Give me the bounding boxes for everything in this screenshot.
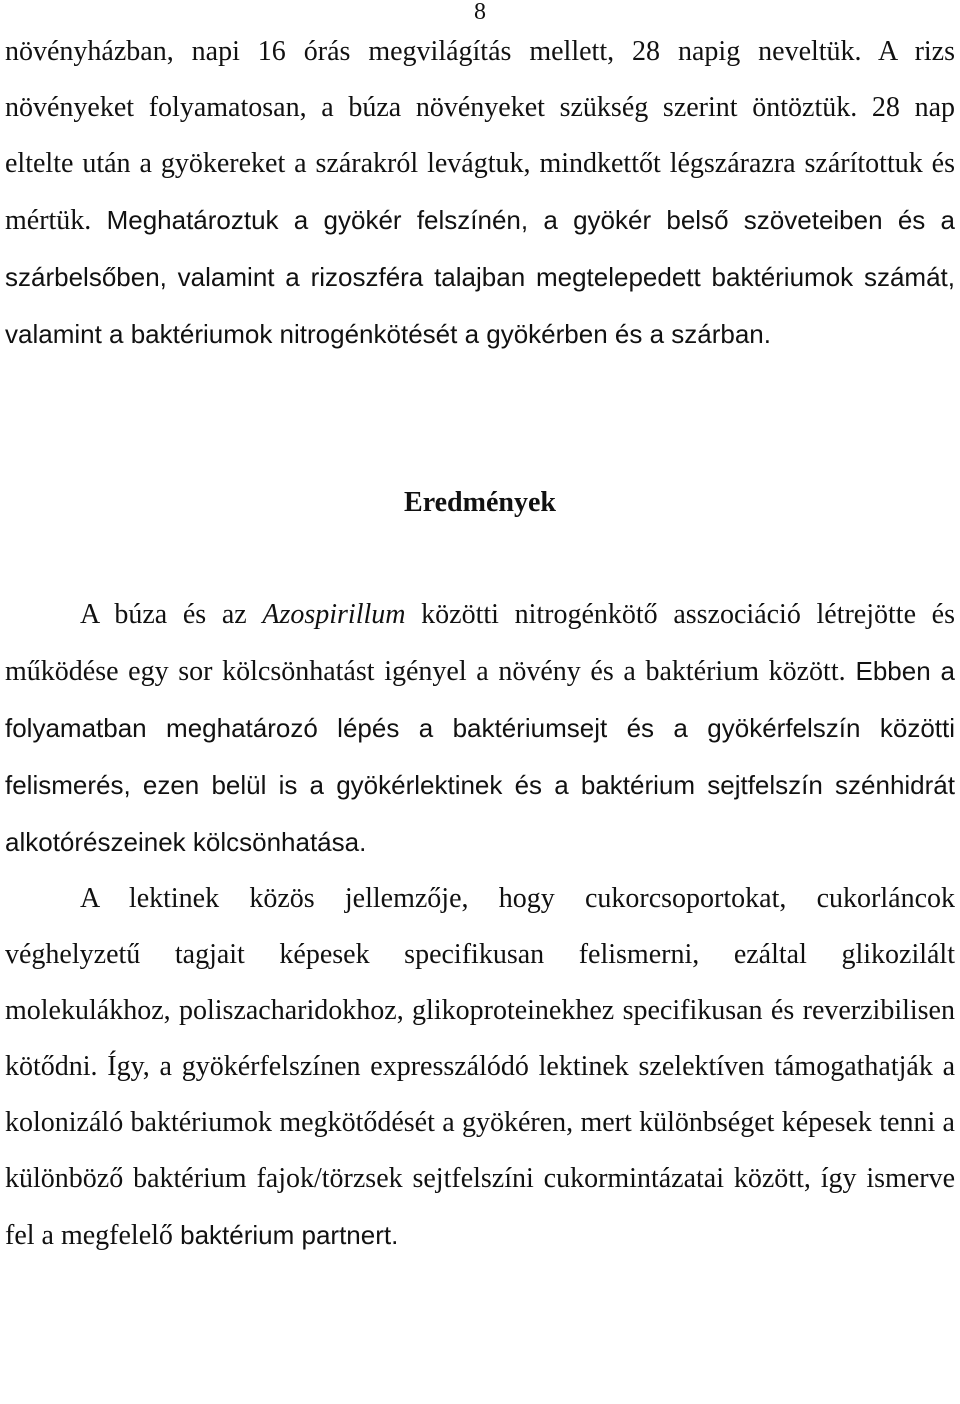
results-p1-sans: Ebben a folyamatban meghatározó lépés a baktériumsejt és a gyökérfelszín közötti felismerés, ezen belül is a gyökérlektinek és a baktérium sejtfelszín szénhidrát alkotórészeinek kölcsönhatása. — [5, 656, 955, 857]
results-paragraph-2 — [5, 871, 955, 1264]
methods-text-sans: Meghatároztuk a gyökér felszínén, a gyökér belső szöveteiben és a szárbelsőben, valamint a rizoszféra talajban megtelepedett baktériumok számát, valamint a baktériumok nitrogénkötését a gyökérben és a szárban. — [5, 205, 955, 349]
results-paragraph-1 — [5, 587, 955, 871]
heading-spacer — [5, 531, 955, 587]
results-p2-sans: baktérium partnert. — [172, 1220, 399, 1250]
page-content — [5, 24, 955, 1264]
methods-text-serif: növényházban, napi 16 órás megvilágítás mellett, 28 napig neveltük. A rizs növényeket folyamatosan, a búza növényeket szükség szerint öntöztük. 28 nap eltelte után a gyökereket a szárakról levágtuk, mindkettőt légszárazra szárítottuk és mértük. — [5, 36, 955, 236]
section-heading-results: Eredmények — [404, 487, 556, 518]
section-spacer — [5, 363, 955, 475]
results-p1-lead: A búza és az — [80, 599, 263, 630]
methods-paragraph — [5, 24, 955, 363]
species-name-azospirillum: Azospirillum — [262, 599, 406, 630]
results-p2-serif: A lektinek közös jellemzője, hogy cukorcsoportokat, cukorláncok véghelyzetű tagjait képesek specifikusan felismerni, ezáltal glikozilált molekulákhoz, poliszacharidokhoz, glikoproteinekhez specifikusan és reverzibilisen kötődni. Így, a gyökérfelszínen expresszálódó lektinek szelektíven támogathatják a kolonizáló baktériumok megkötődését a gyökéren, mert különbséget képesek tenni a különböző baktérium fajok/törzsek sejtfelszíni cukormintázatai között, így ismerve fel a megfelelő — [5, 883, 955, 1251]
page-number: 8 — [474, 0, 486, 25]
results-p1-serif: közötti nitrogénkötő asszociáció létrejötte és működése egy sor kölcsönhatást igényel a növény és a baktérium között. — [5, 599, 955, 687]
